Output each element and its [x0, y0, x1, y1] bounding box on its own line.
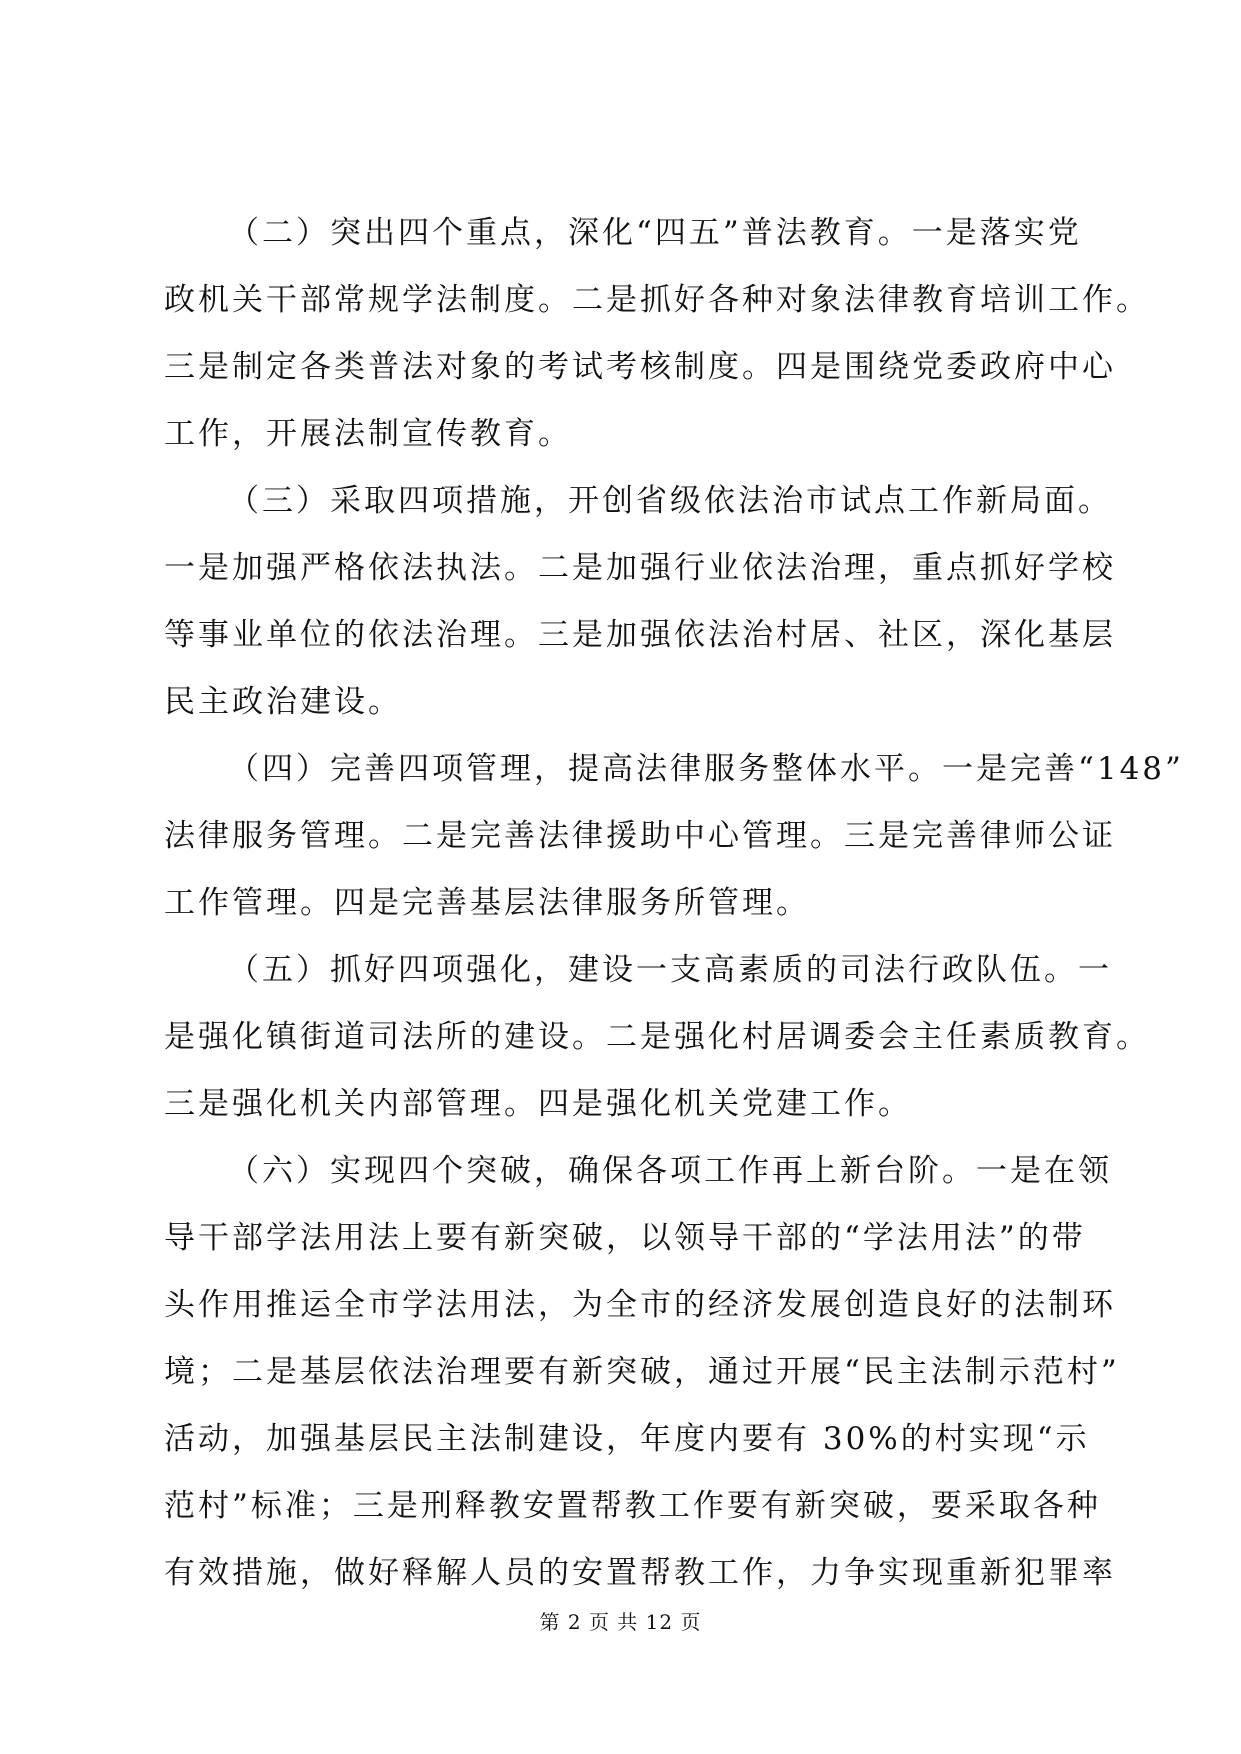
text-line: （二）突出四个重点，深化“四五”普法教育。一是落实党 [228, 215, 1082, 251]
text-line: （五）抓好四项强化，建设一支高素质的司法行政队伍。一 [228, 952, 1112, 988]
document-body [164, 200, 1184, 1607]
text-line: 头作用推运全市学法用法，为全市的经济发展创造良好的法制环 [164, 1287, 1116, 1323]
text-line: 政机关干部常规学法制度。二是抓好各种对象法律教育培训工作。 [164, 282, 1150, 318]
text-line: （六）实现四个突破，确保各项工作再上新台阶。一是在领 [228, 1153, 1112, 1189]
text-line: 民主政治建设。 [164, 684, 402, 720]
text-line: 工作，开展法制宣传教育。 [164, 416, 572, 452]
text-line: 有效措施，做好释解人员的安置帮教工作，力争实现重新犯罪率 [164, 1555, 1116, 1591]
text-line: 工作管理。四是完善基层法律服务所管理。 [164, 885, 810, 921]
text-line: 法律服务管理。二是完善法律援助中心管理。三是完善律师公证 [164, 818, 1116, 854]
text-line: 导干部学法用法上要有新突破，以领导干部的“学法用法”的带 [164, 1220, 1086, 1256]
text-line: （四）完善四项管理，提高法律服务整体水平。一是完善“148” [228, 751, 1184, 787]
page-footer: 第 2 页 共 12 页 [539, 1610, 702, 1634]
text-line: （三）采取四项措施，开创省级依法治市试点工作新局面。 [228, 483, 1112, 519]
text-line: 境；二是基层依法治理要有新突破，通过开展“民主法制示范村” [164, 1354, 1120, 1390]
text-line: 是强化镇街道司法所的建设。二是强化村居调委会主任素质教育。 [164, 1019, 1150, 1055]
text-line: 活动，加强基层民主法制建设，年度内要有 30%的村实现“示 [164, 1421, 1090, 1457]
text-line: 三是制定各类普法对象的考试考核制度。四是围绕党委政府中心 [164, 349, 1116, 385]
text-line: 范村”标准；三是刑释教安置帮教工作要有新突破，要采取各种 [164, 1488, 1101, 1524]
text-line: 三是强化机关内部管理。四是强化机关党建工作。 [164, 1086, 912, 1122]
text-line: 等事业单位的依法治理。三是加强依法治村居、社区，深化基层 [164, 617, 1116, 653]
text-line: 一是加强严格依法执法。二是加强行业依法治理，重点抓好学校 [164, 550, 1116, 586]
